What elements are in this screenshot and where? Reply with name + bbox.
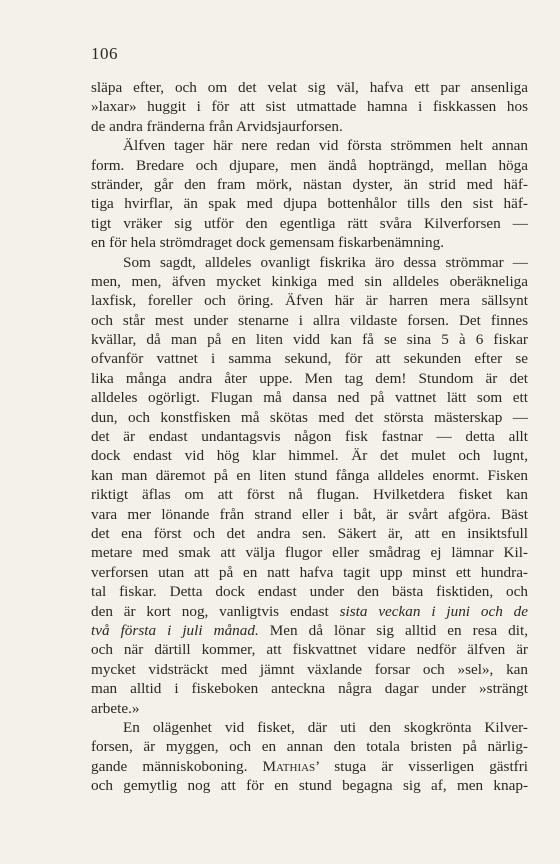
text-line bbox=[91, 117, 528, 136]
text-line-content: arbete.» bbox=[91, 699, 140, 717]
text-line-content: forsen, är myggen, och en annan den totala bristen på närlig- bbox=[91, 738, 528, 756]
text-line-content: men, men, äfven mycket kinkiga med sin alldeles oberäkneliga bbox=[91, 272, 528, 290]
text-line-content: Älfven tager här nere redan vid första strömmen helt annan bbox=[123, 137, 528, 155]
text-line bbox=[91, 737, 528, 756]
text-line-content: det är endast undantagsvis någon fisk fastnar — detta allt bbox=[91, 428, 528, 446]
text-line bbox=[91, 233, 528, 252]
text-line bbox=[91, 563, 528, 582]
text-line bbox=[91, 408, 528, 427]
text-line-content: mycket vidsträckt med jämnt växlande forsar och »sel», kan bbox=[91, 660, 528, 678]
text-line-content: och står mest under stenarne i allra vildaste forsen. Det finnes bbox=[91, 311, 528, 329]
text-line-content: alldeles ogörligt. Flugan må dansa ned på vattnet lätt som ett bbox=[91, 389, 528, 407]
text-line-content: tal fiskar. Detta dock endast under den bästa fisktiden, och bbox=[91, 583, 528, 601]
text-line-content: tiga hvirflar, än spak med djupa bottenhålor tills den sist häf- bbox=[91, 195, 528, 213]
text-line bbox=[91, 718, 528, 737]
text-line bbox=[91, 175, 528, 194]
text-line bbox=[91, 194, 528, 213]
text-line bbox=[91, 757, 528, 776]
text-line bbox=[91, 446, 528, 465]
text-line bbox=[91, 291, 528, 310]
text-line-content: verforsen utan att på en natt hafva tagit upp minst ett hundra- bbox=[91, 563, 528, 581]
text-line-tail: Men då lönar sig alltid en resa dit, bbox=[258, 621, 528, 639]
text-line-content: de andra fränderna från Arvidsjaurforsen. bbox=[91, 117, 343, 135]
text-line bbox=[91, 272, 528, 291]
text-line bbox=[91, 427, 528, 446]
text-line bbox=[91, 97, 528, 116]
text-line bbox=[91, 311, 528, 330]
text-line bbox=[91, 214, 528, 233]
text-line bbox=[91, 505, 528, 524]
text-line bbox=[91, 524, 528, 543]
text-line-content: kvällar, då man på en liten vidd kan få se sina 5 à 6 fiskar bbox=[91, 331, 528, 349]
text-line bbox=[91, 582, 528, 601]
text-line-content: ofvanför vattnet i samma sekund, för att sekunden efter se bbox=[91, 350, 528, 368]
text-line-content: man alltid i fiskeboken anteckna några dagar under »strängt bbox=[91, 680, 528, 698]
text-line bbox=[91, 369, 528, 388]
text-line-content: laxfisk, foreller och öring. Äfven här är harren mera sällsynt bbox=[91, 292, 528, 310]
text-line bbox=[91, 776, 528, 795]
body-text bbox=[91, 78, 528, 795]
text-line-content: och när därtill kommer, att fiskvattnet vidare nedför älfven är bbox=[91, 641, 528, 659]
text-line bbox=[91, 699, 528, 718]
text-line-content: tigt vräker sig utför den egentliga rätt svåra Kilverforsen — bbox=[91, 214, 528, 232]
text-line bbox=[91, 136, 528, 155]
text-line bbox=[91, 253, 528, 272]
text-line-content: Som sagdt, alldeles ovanligt fiskrika äro dessa strömmar — bbox=[123, 253, 528, 271]
text-line-content: form. Bredare och djupare, men ändå hopträngd, mellan höga bbox=[91, 156, 528, 174]
text-line-content: gande människoboning. bbox=[91, 757, 263, 775]
text-line bbox=[91, 602, 528, 621]
text-line-content: det ena först och det andra sen. Säkert är, att en insiktsfull bbox=[91, 524, 528, 542]
text-line-content: vara mer lönande från strand eller i båt, är svårt afgöra. Bäst bbox=[91, 505, 528, 523]
text-line-content: kan man däremot på en liten stund fånga alldeles enormt. Fisken bbox=[91, 466, 528, 484]
text-line bbox=[91, 485, 528, 504]
text-line-content: dock endast vid hög klar himmel. Är det mulet och lugnt, bbox=[91, 447, 528, 465]
text-line-content: dun, och konstfisken må skötas med det största mästerskap — bbox=[91, 408, 528, 426]
text-line-content: »laxar» huggit i för att sist utmattade hamna i fiskkassen hos bbox=[91, 98, 528, 116]
text-line-content: stränder, går den fram mörk, nästan dyster, än strid med häf- bbox=[91, 175, 528, 193]
text-line-content: metare med smak att välja flugor eller smådrag ej lämnar Kil- bbox=[91, 544, 528, 562]
text-line bbox=[91, 466, 528, 485]
text-line-content: En olägenhet vid fisket, där uti den skogkrönta Kilver- bbox=[123, 718, 528, 736]
text-line bbox=[91, 621, 528, 640]
text-line-content: den är kort nog, vanligtvis endast bbox=[91, 602, 340, 620]
text-line-italic: sista veckan i juni och de bbox=[339, 602, 528, 620]
text-line-content: släpa efter, och om det velat sig väl, hafva ett par ansenliga bbox=[91, 79, 528, 96]
text-line bbox=[91, 660, 528, 679]
text-line-tail: ’ stuga är visserligen gästfri bbox=[315, 757, 529, 775]
text-line bbox=[91, 330, 528, 349]
text-line-content: lika många andra åter uppe. Men tag dem! Stundom är det bbox=[91, 369, 528, 387]
text-line-content: en för hela strömdraget dock gemensam fiskarbenämning. bbox=[91, 234, 444, 252]
text-line bbox=[91, 640, 528, 659]
text-line-smallcaps: Mathias bbox=[262, 757, 316, 775]
text-line bbox=[91, 78, 528, 97]
text-line bbox=[91, 349, 528, 368]
text-line bbox=[91, 543, 528, 562]
text-line-italic: två första i juli månad. bbox=[91, 621, 259, 639]
page-number: 106 bbox=[91, 44, 118, 63]
text-line bbox=[91, 156, 528, 175]
text-line bbox=[91, 679, 528, 698]
text-line-content: och gemytlig nog att för en stund begagna sig af, men knap- bbox=[91, 777, 528, 795]
text-line bbox=[91, 388, 528, 407]
text-line-content: riktigt äflas om att först nå flugan. Hvilketdera fisket kan bbox=[91, 486, 528, 504]
